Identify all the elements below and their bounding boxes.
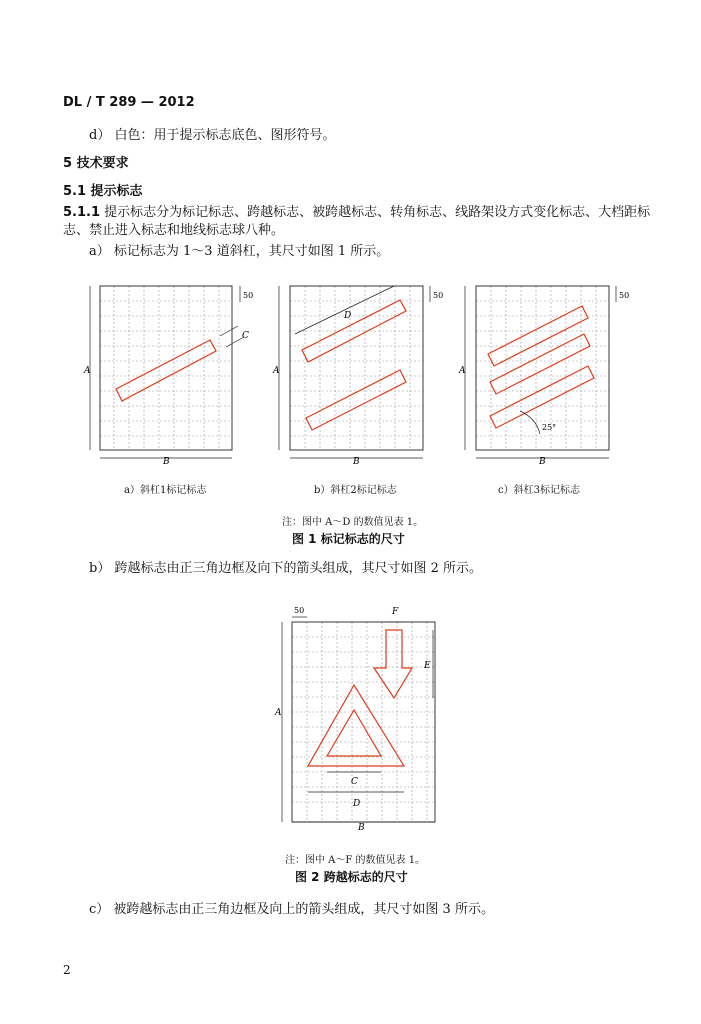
figure-2-inner-triangle bbox=[327, 710, 381, 756]
item-d: d） 白色：用于提示标志底色、图形符号。 bbox=[89, 128, 336, 143]
figure-1a-grid bbox=[100, 286, 232, 450]
figure-1c-dim-A: A bbox=[459, 366, 466, 376]
figure-1c-dim-angle: 25° bbox=[542, 423, 557, 432]
figure-1c-panel bbox=[458, 286, 629, 464]
figure-2-title: 图 2 跨越标志的尺寸 bbox=[295, 870, 408, 884]
section-5-heading: 5 技术要求 bbox=[63, 156, 129, 171]
figure-1c-slash-3 bbox=[490, 366, 594, 428]
figure-2-note: 注：图中 A～F 的数值见表 1。 bbox=[285, 855, 426, 866]
figure-2-dim-50: 50 bbox=[294, 606, 305, 615]
section-5-1-heading: 5.1 提示标志 bbox=[63, 184, 143, 199]
figure-1-title: 图 1 标记标志的尺寸 bbox=[292, 532, 405, 546]
figure-2-down-arrow bbox=[374, 630, 412, 698]
figure-1-note: 注：图中 A～D 的数值见表 1。 bbox=[282, 517, 424, 528]
para-5-1-1-text: 提示标志分为标记标志、跨越标志、被跨越标志、转角标志、线路架设方式变化标志、大档距标 bbox=[104, 205, 651, 220]
figure-2-dim-B: B bbox=[358, 823, 365, 832]
figure-2-dim-C: C bbox=[351, 777, 358, 787]
figure-1b-caption: b）斜杠2标记标志 bbox=[314, 485, 397, 496]
figure-2-drawing bbox=[270, 600, 460, 832]
para-5-1-1-line2: 志、禁止进入标志和地线标志球八种。 bbox=[63, 223, 285, 238]
para-5-1-1-line1 bbox=[63, 201, 650, 220]
item-c: c） 被跨越标志由正三角边框及向上的箭头组成，其尺寸如图 3 所示。 bbox=[89, 902, 494, 917]
figure-1b-dim-B: B bbox=[353, 457, 360, 464]
figure-1b-panel bbox=[272, 286, 443, 464]
figure-1a-dim-50: 50 bbox=[243, 291, 254, 300]
figure-1-drawings bbox=[80, 278, 640, 464]
para-5-1-1-number: 5.1.1 bbox=[63, 205, 101, 220]
figure-1c-caption: c）斜杠3标记标志 bbox=[498, 485, 580, 496]
figure-2-dim-A: A bbox=[275, 708, 282, 718]
item-a: a） 标记标志为 1～3 道斜杠，其尺寸如图 1 所示。 bbox=[89, 244, 390, 259]
figure-2-dim-F: F bbox=[392, 607, 399, 617]
figure-1a-dim-A: A bbox=[84, 366, 91, 376]
standard-code: DL / T 289 — 2012 bbox=[63, 95, 195, 110]
figure-1a-slash-1 bbox=[116, 340, 216, 401]
figure-1c-dim-50: 50 bbox=[619, 291, 630, 300]
figure-1a-caption: a）斜杠1标记标志 bbox=[124, 485, 207, 496]
figure-1a-dim-C: C bbox=[242, 331, 249, 341]
figure-1b-dim-A: A bbox=[273, 366, 280, 376]
figure-2-dim-E: E bbox=[424, 661, 431, 671]
figure-1c-dim-B: B bbox=[539, 457, 546, 464]
figure-1a-dim-B: B bbox=[163, 457, 170, 464]
figure-1a-panel bbox=[83, 286, 253, 464]
item-b: b） 跨越标志由正三角边框及向下的箭头组成，其尺寸如图 2 所示。 bbox=[89, 561, 482, 576]
figure-1a-frame bbox=[100, 286, 232, 450]
figure-1b-dim-50: 50 bbox=[433, 291, 444, 300]
figure-2-dim-D: D bbox=[353, 799, 361, 809]
figure-1b-dim-D: D bbox=[344, 311, 352, 321]
page-number: 2 bbox=[63, 963, 71, 977]
